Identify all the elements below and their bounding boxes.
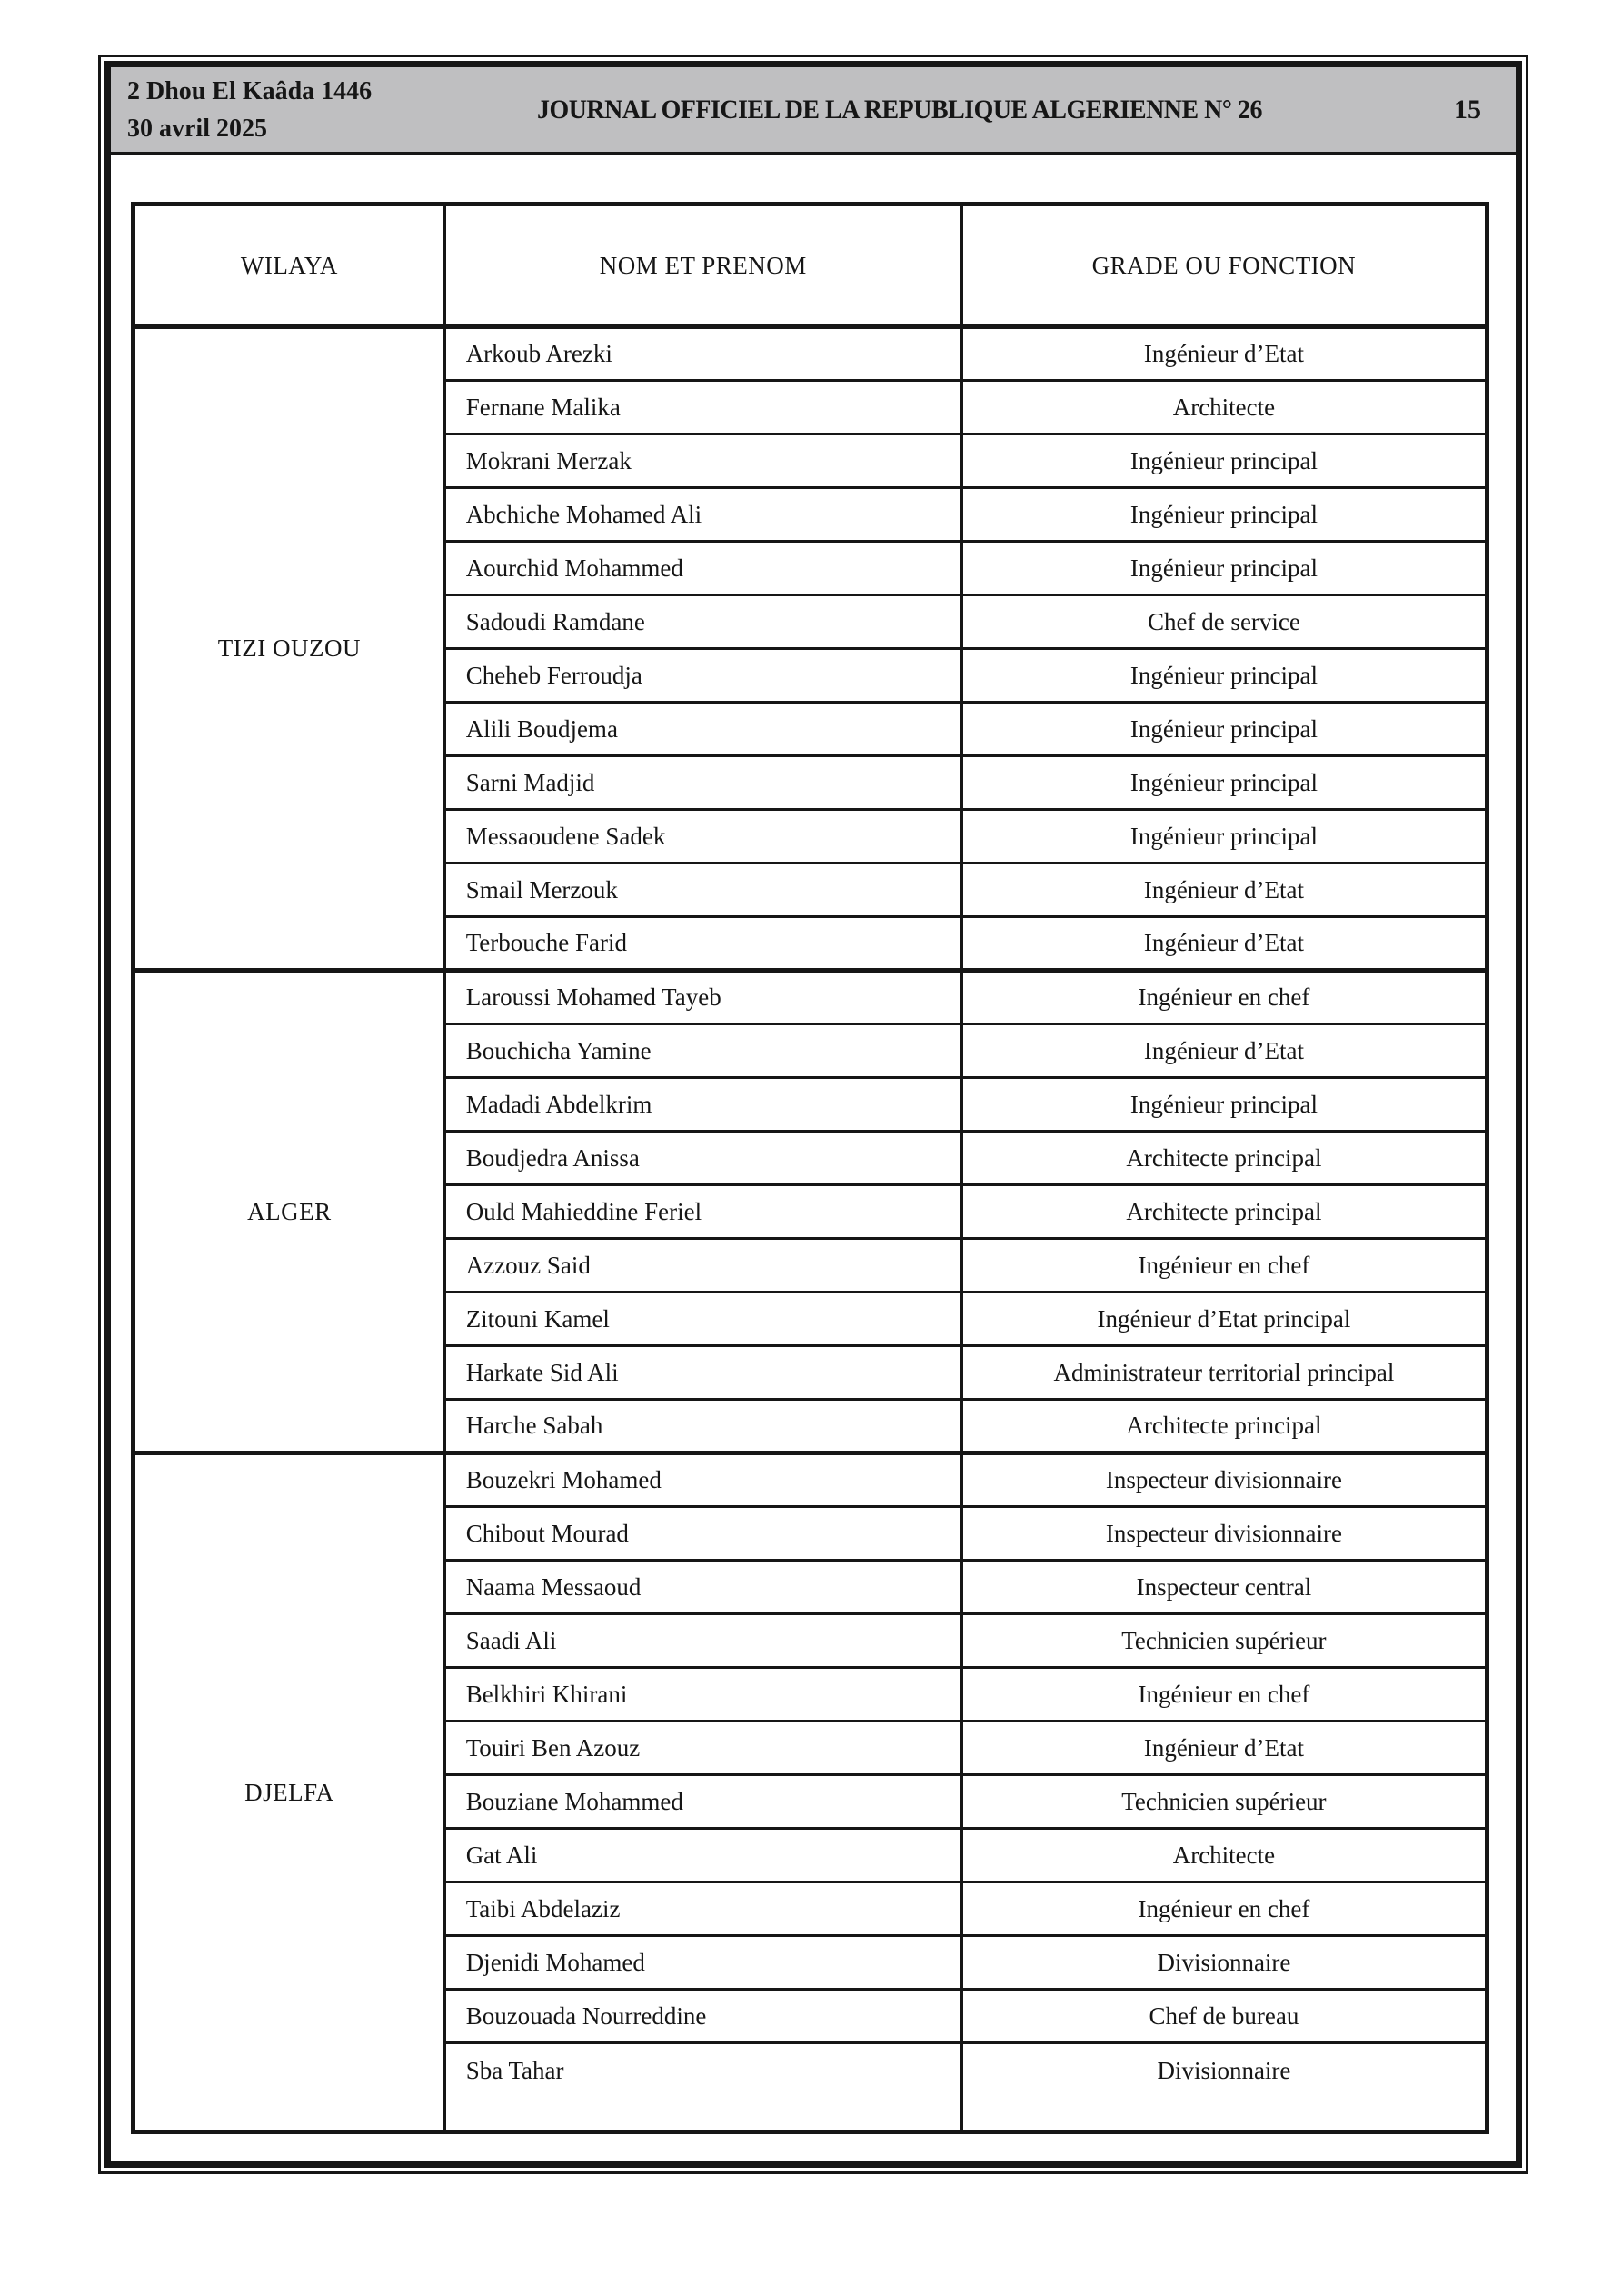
- name-cell: Zitouni Kamel: [444, 1293, 961, 1346]
- grade-cell: Divisionnaire: [961, 1936, 1487, 1990]
- date-hijri: 2 Dhou El Kaâda 1446: [127, 76, 373, 105]
- grade-cell: Chef de bureau: [961, 1990, 1487, 2043]
- page-number: 15: [1454, 94, 1481, 125]
- column-header: GRADE OU FONCTION: [961, 205, 1487, 327]
- name-cell: Ould Mahieddine Feriel: [444, 1185, 961, 1239]
- name-cell: Bouzekri Mohamed: [444, 1453, 961, 1507]
- grade-cell: Ingénieur principal: [961, 1078, 1487, 1132]
- name-cell: Sba Tahar: [444, 2043, 961, 2132]
- grade-cell: Ingénieur en chef: [961, 971, 1487, 1024]
- name-cell: Madadi Abdelkrim: [444, 1078, 961, 1132]
- journal-title: JOURNAL OFFICIEL DE LA REPUBLIQUE ALGERIENNE N° 26: [537, 94, 1262, 125]
- grade-cell: Ingénieur d’Etat: [961, 327, 1487, 381]
- wilaya-cell: ALGER: [134, 971, 445, 1453]
- masthead-dates: [111, 73, 427, 147]
- name-cell: Harche Sabah: [444, 1400, 961, 1453]
- grade-cell: Ingénieur principal: [961, 756, 1487, 810]
- grade-cell: Ingénieur d’Etat: [961, 917, 1487, 971]
- name-cell: Mokrani Merzak: [444, 434, 961, 488]
- grade-cell: Architecte principal: [961, 1185, 1487, 1239]
- grade-cell: Ingénieur d’Etat: [961, 1722, 1487, 1775]
- roster-table: [131, 202, 1489, 2134]
- grade-cell: Ingénieur d’Etat: [961, 863, 1487, 917]
- name-cell: Azzouz Said: [444, 1239, 961, 1293]
- grade-cell: Ingénieur principal: [961, 434, 1487, 488]
- name-cell: Messaoudene Sadek: [444, 810, 961, 863]
- table-header-row: [134, 205, 1488, 327]
- date-gregorian: 30 avril 2025: [127, 114, 267, 143]
- grade-cell: Ingénieur principal: [961, 488, 1487, 542]
- table-row: [134, 971, 1488, 1024]
- grade-cell: Architecte: [961, 381, 1487, 434]
- name-cell: Bouchicha Yamine: [444, 1024, 961, 1078]
- name-cell: Alili Boudjema: [444, 703, 961, 756]
- name-cell: Aourchid Mohammed: [444, 542, 961, 595]
- grade-cell: Chef de service: [961, 595, 1487, 649]
- name-cell: Sarni Madjid: [444, 756, 961, 810]
- grade-cell: Ingénieur d’Etat principal: [961, 1293, 1487, 1346]
- grade-cell: Architecte principal: [961, 1400, 1487, 1453]
- column-header: NOM ET PRENOM: [444, 205, 961, 327]
- grade-cell: Ingénieur en chef: [961, 1239, 1487, 1293]
- wilaya-cell: DJELFA: [134, 1453, 445, 2132]
- name-cell: Taibi Abdelaziz: [444, 1882, 961, 1936]
- grade-cell: Ingénieur d’Etat: [961, 1024, 1487, 1078]
- name-cell: Chibout Mourad: [444, 1507, 961, 1561]
- grade-cell: Ingénieur en chef: [961, 1668, 1487, 1722]
- page-frame-inner: [104, 61, 1522, 2168]
- table-body: [134, 327, 1488, 2132]
- name-cell: Cheheb Ferroudja: [444, 649, 961, 703]
- grade-cell: Ingénieur principal: [961, 542, 1487, 595]
- page-frame: [98, 55, 1528, 2174]
- name-cell: Bouzouada Nourreddine: [444, 1990, 961, 2043]
- name-cell: Djenidi Mohamed: [444, 1936, 961, 1990]
- name-cell: Arkoub Arezki: [444, 327, 961, 381]
- name-cell: Boudjedra Anissa: [444, 1132, 961, 1185]
- grade-cell: Ingénieur principal: [961, 649, 1487, 703]
- wilaya-cell: TIZI OUZOU: [134, 327, 445, 971]
- grade-cell: Technicien supérieur: [961, 1614, 1487, 1668]
- grade-cell: Technicien supérieur: [961, 1775, 1487, 1829]
- grade-cell: Ingénieur en chef: [961, 1882, 1487, 1936]
- grade-cell: Inspecteur central: [961, 1561, 1487, 1614]
- grade-cell: Inspecteur divisionnaire: [961, 1453, 1487, 1507]
- name-cell: Laroussi Mohamed Tayeb: [444, 971, 961, 1024]
- table-row: [134, 327, 1488, 381]
- name-cell: Abchiche Mohamed Ali: [444, 488, 961, 542]
- name-cell: Touiri Ben Azouz: [444, 1722, 961, 1775]
- name-cell: Harkate Sid Ali: [444, 1346, 961, 1400]
- name-cell: Saadi Ali: [444, 1614, 961, 1668]
- table-row: [134, 1453, 1488, 1507]
- name-cell: Belkhiri Khirani: [444, 1668, 961, 1722]
- name-cell: Naama Messaoud: [444, 1561, 961, 1614]
- grade-cell: Divisionnaire: [961, 2043, 1487, 2132]
- grade-cell: Administrateur territorial principal: [961, 1346, 1487, 1400]
- name-cell: Smail Merzouk: [444, 863, 961, 917]
- name-cell: Terbouche Farid: [444, 917, 961, 971]
- name-cell: Bouziane Mohammed: [444, 1775, 961, 1829]
- masthead: [111, 67, 1516, 155]
- grade-cell: Architecte principal: [961, 1132, 1487, 1185]
- grade-cell: Ingénieur principal: [961, 703, 1487, 756]
- grade-cell: Inspecteur divisionnaire: [961, 1507, 1487, 1561]
- column-header: WILAYA: [134, 205, 445, 327]
- grade-cell: Ingénieur principal: [961, 810, 1487, 863]
- grade-cell: Architecte: [961, 1829, 1487, 1882]
- name-cell: Sadoudi Ramdane: [444, 595, 961, 649]
- name-cell: Fernane Malika: [444, 381, 961, 434]
- name-cell: Gat Ali: [444, 1829, 961, 1882]
- table-container: [131, 202, 1489, 2134]
